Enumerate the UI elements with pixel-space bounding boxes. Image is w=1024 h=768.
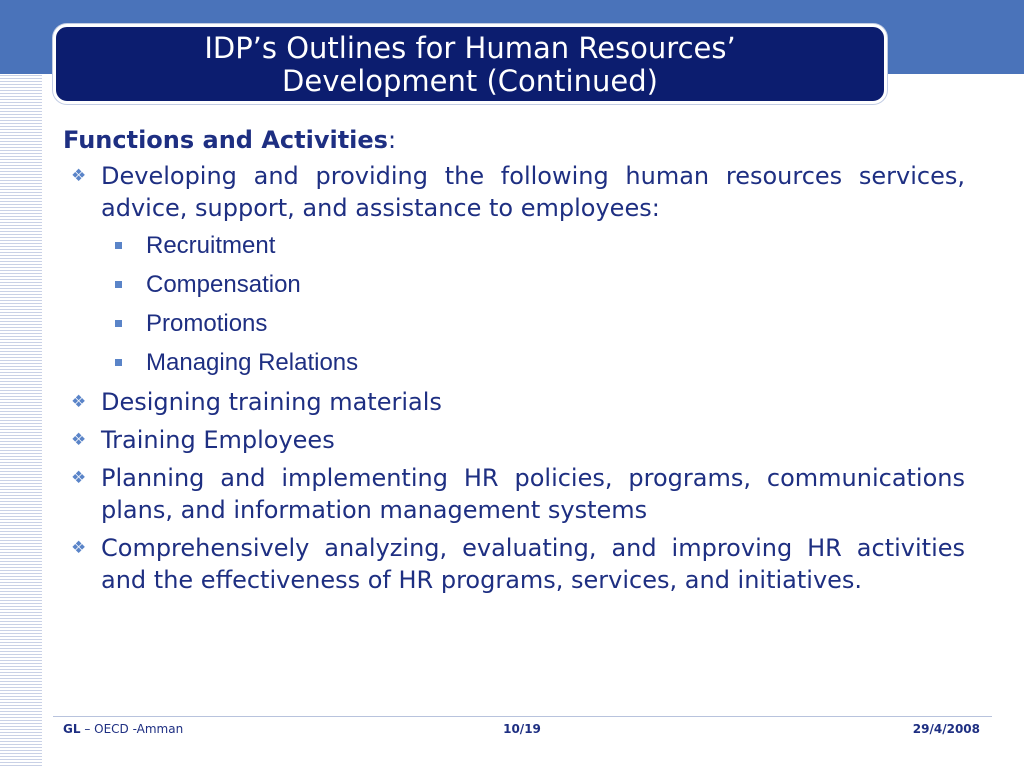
bullet-text: Planning and implementing HR policies, programs, communications plans, and information management systems: [101, 464, 965, 524]
bullet-item: [63, 160, 965, 224]
footer-page-number: 10/19: [503, 722, 541, 736]
section-heading: [63, 124, 965, 156]
sub-bullet-text: Compensation: [146, 271, 301, 298]
four-diamond-bullet-icon: ❖: [71, 166, 87, 186]
sub-bullet-item: [63, 347, 965, 378]
square-bullet-icon: [115, 320, 122, 327]
footer-date: 29/4/2008: [912, 722, 980, 736]
bullet-text: Training Employees: [101, 426, 335, 454]
four-diamond-bullet-icon: ❖: [71, 430, 87, 450]
footer-org-bold: GL: [63, 722, 81, 736]
title-line-1: IDP’s Outlines for Human Resources’: [204, 31, 736, 65]
bullet-item: [63, 386, 965, 418]
sub-bullet-item: [63, 230, 965, 261]
bullet-text: Comprehensively analyzing, evaluating, and improving HR activities and the effectiveness of HR programs, services, and initiatives.: [101, 534, 965, 594]
bullet-text: Developing and providing the following human resources services, advice, support, and assistance to employees:: [101, 162, 965, 222]
title-line-2: Development (Continued): [282, 64, 658, 98]
sub-bullet-text: Recruitment: [146, 232, 276, 259]
bullet-item: [63, 532, 965, 596]
bullet-text: Designing training materials: [101, 388, 442, 416]
square-bullet-icon: [115, 281, 122, 288]
left-stripe-decoration: [0, 0, 42, 768]
sub-bullet-text: Promotions: [146, 310, 268, 337]
bullet-item: [63, 424, 965, 456]
footer-organization: [63, 722, 183, 736]
sub-bullet-text: Managing Relations: [146, 349, 359, 376]
footer-org-rest: – OECD -Amman: [80, 722, 184, 736]
four-diamond-bullet-icon: ❖: [71, 538, 87, 558]
title-box: [53, 24, 887, 104]
slide-title: [204, 32, 735, 98]
bullet-item: [63, 462, 965, 526]
sub-bullet-item: [63, 308, 965, 339]
square-bullet-icon: [115, 359, 122, 366]
four-diamond-bullet-icon: ❖: [71, 468, 87, 488]
footer-divider: [53, 716, 992, 717]
slide-content: [63, 124, 965, 602]
heading-text: Functions and Activities: [63, 126, 388, 154]
square-bullet-icon: [115, 242, 122, 249]
four-diamond-bullet-icon: ❖: [71, 392, 87, 412]
sub-bullet-item: [63, 269, 965, 300]
heading-colon: :: [387, 126, 397, 154]
